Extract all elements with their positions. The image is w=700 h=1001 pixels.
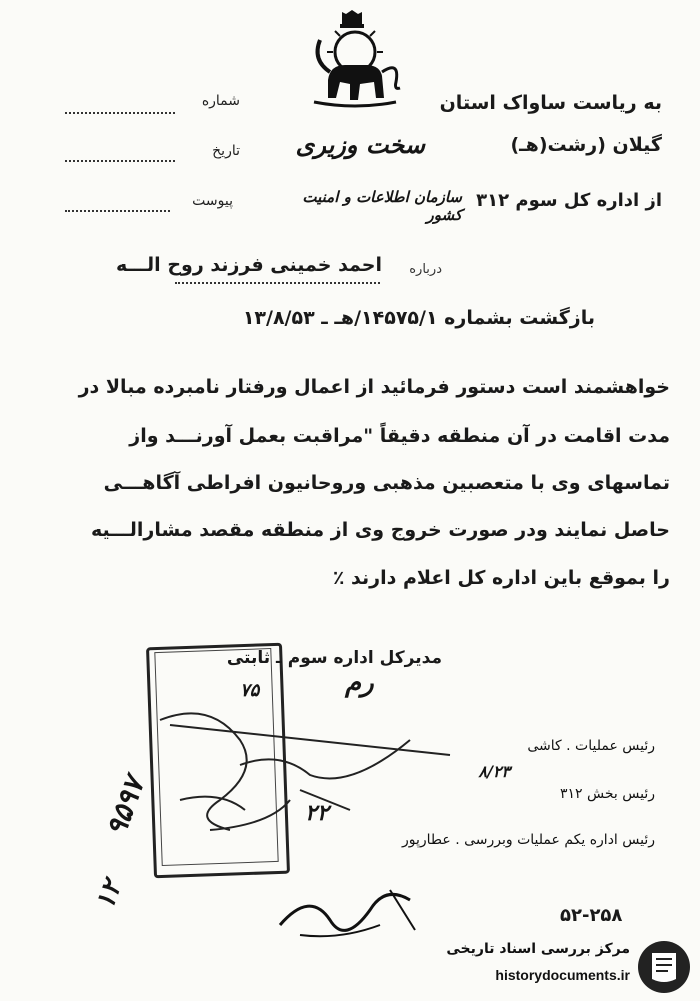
subject-dots — [175, 282, 380, 284]
body-line-2: مدت اقامت در آن منطقه دقیقاً "مراقبت بعمل آورنـــد واز — [129, 425, 670, 447]
handwritten-margin-number: ۹۵۹۷ — [99, 772, 151, 841]
province-line: گیلان (رشت(هـ) — [510, 134, 662, 156]
attachment-dots — [65, 210, 170, 212]
handwritten-side-note: ۲۲ — [305, 800, 329, 826]
date-label: تاریخ — [212, 143, 240, 159]
recipient-line: به ریاست ساواک استان — [439, 92, 662, 114]
number-label: شماره — [201, 93, 240, 109]
ops-head-date: ۸/۲۳ — [478, 762, 510, 781]
document-code: ۵۲-۲۵۸ — [560, 905, 623, 926]
ops-head-signature: رئیس عملیات . کاشی — [527, 738, 655, 754]
director-signature-line: مدیرکل اداره سوم ـ ثابتی — [226, 648, 442, 668]
handwritten-margin-number-2: ۱۲ — [90, 876, 128, 914]
bottom-signature — [270, 870, 430, 950]
section-head-signature: رئیس بخش ۳۱۲ — [560, 786, 655, 802]
director-initials: ﺭم — [345, 668, 374, 698]
organization-name: سازمان اطلاعات و امنیت کشور — [302, 188, 462, 224]
ops-office-head-signature: رئیس اداره یکم عملیات وبررسی . عطارپور — [402, 832, 655, 848]
subject-label: درباره — [409, 262, 442, 277]
sender-line: از اداره کل سوم ۳۱۲ — [476, 190, 662, 211]
body-line-4: حاصل نمایند ودر صورت خروج وی از منطقه مقصد مشارالـــیه — [91, 519, 670, 541]
reference-line: بازگشت بشماره ۱۴۵۷۵/۱/هـ ـ ۱۳/۸/۵۳ — [242, 307, 595, 329]
watermark-name: مرکز بررسی اسناد تاریخی — [446, 941, 630, 957]
body-line-5: را بموقع باین اداره کل اعلام دارند ٪ — [332, 567, 670, 589]
number-dots — [65, 112, 175, 114]
secret-stamp: سخت وزیری — [295, 130, 425, 159]
watermark-logo-icon — [636, 939, 692, 995]
body-line-1: خواهشمند است دستور فرمائید از اعمال ورفتار نامبرده مبالا در — [78, 376, 670, 398]
watermark-url: historydocuments.ir — [495, 967, 630, 983]
attachment-label: پیوست — [192, 193, 233, 209]
subject-text: احمد خمینی فرزند روح الـــه — [116, 254, 382, 276]
body-line-3: تماسهای وی با متعصبین مذهبی وروحانیون افراطی آگاهـــی — [103, 472, 670, 494]
signature-scribbles — [150, 680, 480, 880]
date-dots — [65, 160, 175, 162]
watermark-footer — [430, 935, 700, 1001]
stamp-number: ۷۵ — [240, 680, 260, 701]
